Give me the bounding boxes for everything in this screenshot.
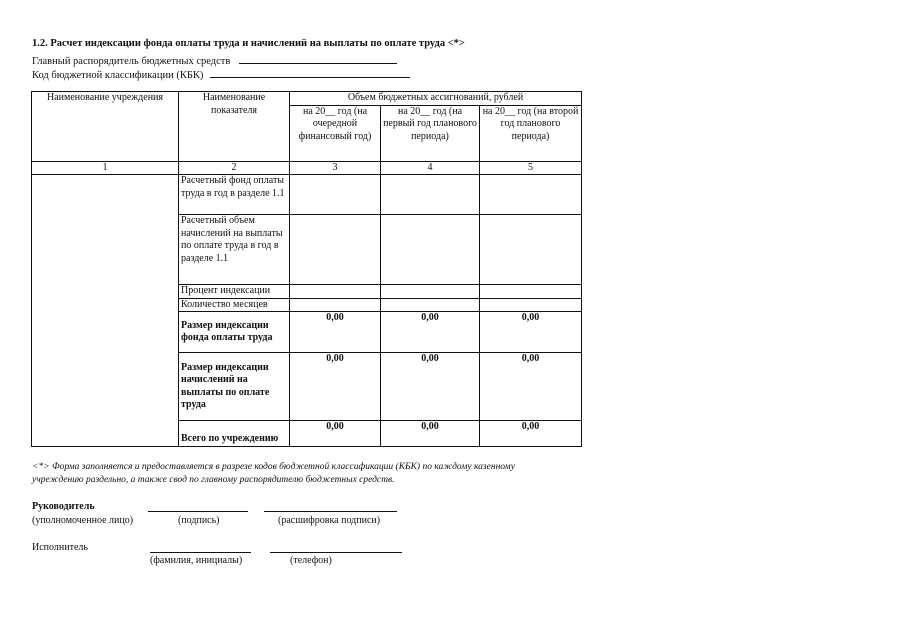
value-cell[interactable]	[290, 298, 381, 312]
executor-label: Исполнитель	[32, 542, 88, 553]
col-group-header: Объем бюджетных ассигнований, рублей	[290, 92, 582, 106]
col-number: 5	[480, 161, 582, 175]
indicator-label: Расчетный фонд оплаты труда в год в разделе 1.1	[179, 175, 290, 215]
col-number: 3	[290, 161, 381, 175]
institution-name-cell[interactable]	[32, 175, 179, 447]
value-cell[interactable]	[290, 215, 381, 285]
value-cell[interactable]	[381, 285, 480, 299]
col-indicator-header: Наименование показателя	[179, 92, 290, 162]
main-manager-label: Главный распорядитель бюджетных средств	[32, 56, 231, 67]
indicator-label: Размер индексации начислений на выплаты по оплате труда	[179, 353, 290, 421]
col-number: 2	[179, 161, 290, 175]
col-number: 1	[32, 161, 179, 175]
value-cell[interactable]	[480, 298, 582, 312]
sign-caption: (подпись)	[178, 515, 220, 526]
indicator-label: Размер индексации фонда оплаты труда	[179, 312, 290, 353]
value-cell[interactable]	[480, 215, 582, 285]
head-label: Руководитель	[32, 501, 95, 512]
value-cell: 0,00	[480, 421, 582, 447]
indicator-label: Процент индексации	[179, 285, 290, 299]
indicator-label: Количество месяцев	[179, 298, 290, 312]
value-cell: 0,00	[381, 312, 480, 353]
kbk-row	[32, 67, 410, 81]
value-cell: 0,00	[381, 421, 480, 447]
col-year-3-header: на 20__ год (на второй год планового периода)	[480, 105, 582, 161]
indexation-table	[31, 91, 582, 447]
value-cell[interactable]	[381, 298, 480, 312]
col-institution-header: Наименование учреждения	[32, 92, 179, 162]
main-manager-input-line[interactable]	[239, 53, 397, 64]
value-cell: 0,00	[381, 353, 480, 421]
head-sublabel: (уполномоченное лицо)	[32, 515, 134, 526]
value-cell[interactable]	[290, 175, 381, 215]
value-cell: 0,00	[290, 421, 381, 447]
indicator-label: Расчетный объем начислений на выплаты по оплате труда в год в разделе 1.1	[179, 215, 290, 285]
executor-name-line[interactable]	[150, 552, 251, 553]
value-cell[interactable]	[381, 175, 480, 215]
footnote: <*> Форма заполняется и предоставляется в разрезе кодов бюджетной классификации (КБК) по каждому казенному учреждению раздельно, а также свод по главному распорядителю бюджетных средств.	[32, 462, 515, 485]
col-year-2-header: на 20__ год (на первый год планового периода)	[381, 105, 480, 161]
value-cell: 0,00	[290, 312, 381, 353]
value-cell[interactable]	[381, 215, 480, 285]
decode-caption: (расшифровка подписи)	[278, 515, 381, 526]
name-caption: (фамилия, инициалы)	[150, 555, 243, 566]
indicator-label: Всего по учреждению	[179, 421, 290, 447]
col-number: 4	[381, 161, 480, 175]
table-row	[32, 175, 582, 215]
value-cell: 0,00	[480, 353, 582, 421]
main-manager-row	[32, 53, 397, 67]
col-year-1-header: на 20__ год (на очередной финансовый год)	[290, 105, 381, 161]
head-decode-line[interactable]	[264, 511, 397, 512]
phone-caption: (телефон)	[290, 555, 332, 566]
head-signature-line[interactable]	[148, 511, 248, 512]
value-cell[interactable]	[290, 285, 381, 299]
value-cell[interactable]	[480, 175, 582, 215]
value-cell: 0,00	[290, 353, 381, 421]
executor-phone-line[interactable]	[270, 552, 402, 553]
value-cell: 0,00	[480, 312, 582, 353]
form-section-heading: 1.2. Расчет индексации фонда оплаты труда и начислений на выплаты по оплате труда <*>	[32, 38, 465, 49]
kbk-input-line[interactable]	[210, 67, 410, 78]
value-cell[interactable]	[480, 285, 582, 299]
kbk-label: Код бюджетной классификации (КБК)	[32, 70, 204, 81]
